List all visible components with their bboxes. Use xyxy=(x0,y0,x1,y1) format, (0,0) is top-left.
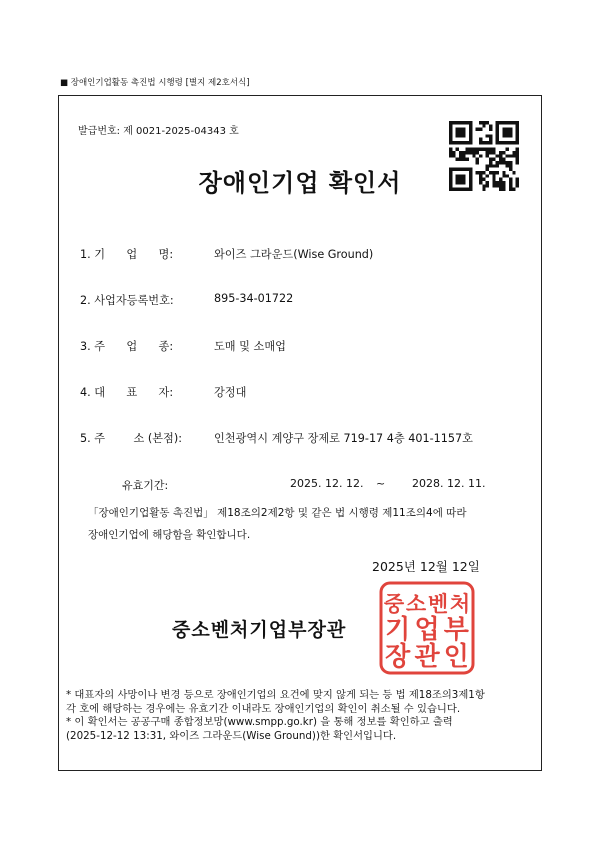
field-value: 강정대 xyxy=(214,386,247,399)
official-seal-icon xyxy=(378,580,476,676)
field-value: 도매 및 소매업 xyxy=(214,340,286,353)
issue-date: 2025년 12월 12일 xyxy=(372,559,480,574)
form-reference: ■ 장애인기업활동 촉진법 시행령 [별지 제2호서식] xyxy=(60,78,250,88)
footnote-line: * 대표자의 사망이나 변경 등으로 장애인기업의 요건에 맞지 않게 되는 등 법 제18조의3제1항 xyxy=(66,689,485,701)
validity-label: 유효기간: xyxy=(122,479,169,492)
seal-glyph: 벤 xyxy=(427,592,449,616)
field-value: 895-34-01722 xyxy=(214,292,294,305)
seal-glyph: 부 xyxy=(443,615,469,645)
field-label: 4. 대 표 자: xyxy=(80,386,174,399)
seal-glyph: 인 xyxy=(443,642,469,672)
seal-glyph: 처 xyxy=(449,592,471,616)
field-label: 1. 기 업 명: xyxy=(80,248,174,261)
footnotes xyxy=(66,689,536,743)
field-value: 인천광역시 계양구 장제로 719-17 4층 401-1157호 xyxy=(214,432,473,445)
field-label: 3. 주 업 종: xyxy=(80,340,174,353)
validity-start: 2025. 12. 12. xyxy=(290,477,364,490)
field-label: 2. 사업자등록번호: xyxy=(80,294,174,307)
issue-number: 발급번호: 제 0021-2025-04343 호 xyxy=(78,126,239,137)
seal-glyph: 기 xyxy=(385,615,411,645)
validity-separator: ~ xyxy=(376,477,386,490)
seal-glyph: 장 xyxy=(385,642,411,672)
field-label: 5. 주 소 (본점): xyxy=(80,432,182,445)
document-title: 장애인기업 확인서 xyxy=(198,169,402,197)
validity-end: 2028. 12. 11. xyxy=(412,477,486,490)
seal-glyph: 업 xyxy=(414,615,440,645)
statement-line-2: 장애인기업에 해당함을 확인합니다. xyxy=(88,529,251,541)
footnote-line: 각 호에 해당하는 경우에는 유효기간 이내라도 장애인기업의 확인이 취소될 수 있습니다. xyxy=(66,702,461,715)
seal-glyph: 중 xyxy=(383,592,405,616)
footnote-line: * 이 확인서는 공공구매 종합정보망(www.smpp.go.kr) 을 통해 정보를 확인하고 출력 xyxy=(66,716,453,728)
statement-line-1: 「장애인기업활동 촉진법」 제18조의2제2항 및 같은 법 시행령 제11조의4에 따라 xyxy=(88,507,467,519)
seal-glyph: 관 xyxy=(414,642,440,672)
seal-glyph: 소 xyxy=(405,592,427,616)
footnote-line: (2025-12-12 13:31, 와이즈 그라운드(Wise Ground))한 확인서입니다. xyxy=(66,729,397,742)
issuer-name: 중소벤처기업부장관 xyxy=(172,619,347,641)
field-value: 와이즈 그라운드(Wise Ground) xyxy=(214,248,374,261)
